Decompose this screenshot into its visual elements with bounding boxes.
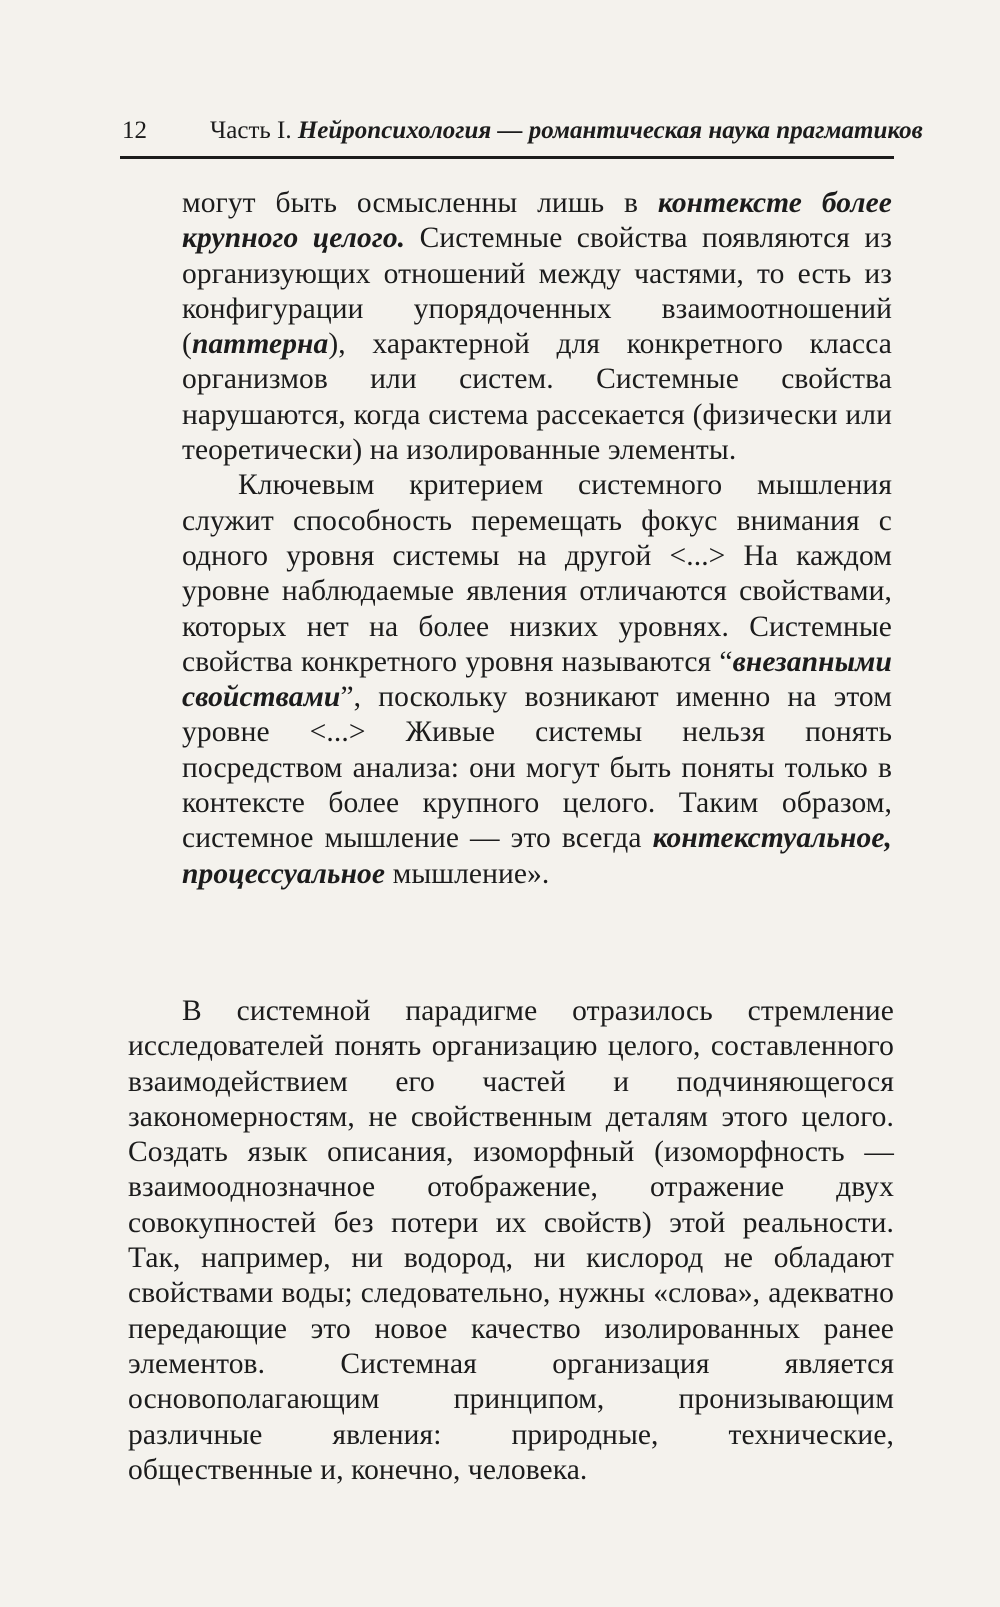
part-label: Часть I. — [210, 117, 292, 144]
quote-paragraph-2 — [182, 468, 892, 892]
text-run: могут быть осмысленны лишь в — [182, 187, 658, 219]
emphasis: контексте более крупного целого. — [182, 187, 892, 255]
main-paragraph: В системной парадигме отразилось стремление исследователей понять организацию целого, составленного взаимодействием его частей и подчиняющегося закономерностям, не свойственным деталям этого целого. Создать язык описания, изоморфный (изоморфность — взаимооднозначное отображение, отражение двух совокупностей без потери их свойств) этой реальности. Так, например, ни водород, ни кислород не обладают свойствами воды; следовательно, нужны «слова», адекватно передающие это новое качество изолированных ранее элементов. Системная организация является основополагающим принципом, пронизывающим различные явления: природные, технические, общественные и, конечно, человека. — [128, 995, 894, 1486]
emphasis: паттерна — [191, 328, 329, 361]
header-rule — [120, 156, 894, 159]
text-run: ”, поскольку возникают именно на этом уровне <...> Живые системы нельзя понять посредством анализа: они могут быть поняты только в контексте более крупного целого. Таким образом, системное мышление — это всегда — [182, 681, 892, 855]
main-text — [128, 994, 894, 1488]
emphasis: контекстуальное, процессуальное — [182, 822, 892, 890]
text-run: Системные свойства появляются из организующих отношений между частями, то есть из конфигурации упорядоченных взаимоотношений ( — [182, 222, 892, 361]
emphasis: внезапными свойствами — [182, 645, 892, 714]
text-run: Ключевым критерием системного мышления служит способность перемещать фокус внимания с одного уровня системы на другой <...> На каждом уровне наблюдаемые явления отличаются свойствами, которых нет на более низких уровнях. Системные свойства конкретного уровня называются “ — [182, 469, 892, 678]
block-quote — [182, 186, 892, 892]
running-head — [122, 116, 923, 156]
part-subtitle: Нейропсихология — романтическая наука прагматиков — [297, 117, 923, 144]
page-number: 12 — [122, 117, 147, 144]
text-run: мышление». — [385, 857, 550, 890]
chapter-title — [210, 116, 923, 146]
text-run: ), характерной для конкретного класса организмов или систем. Системные свойства нарушаются, когда система рассекается (физически или теоретически) на изолированные элементы. — [182, 328, 892, 467]
quote-paragraph-1 — [182, 186, 892, 468]
